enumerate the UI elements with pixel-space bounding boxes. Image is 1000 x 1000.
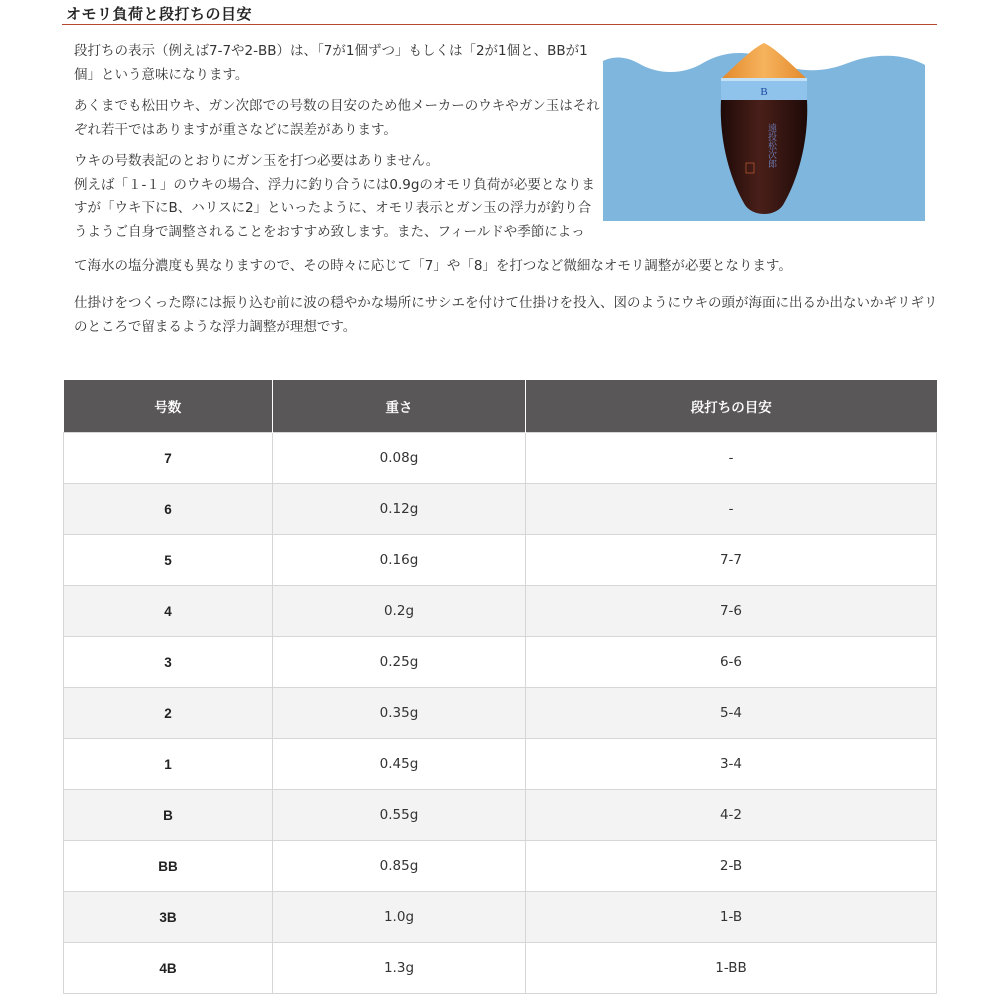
cell-combo: 3-4 bbox=[526, 739, 937, 790]
cell-size: 5 bbox=[64, 535, 273, 586]
table-row bbox=[64, 535, 937, 586]
column-header-weight: 重さ bbox=[273, 380, 526, 433]
cell-weight: 0.08g bbox=[273, 433, 526, 484]
table-row bbox=[64, 841, 937, 892]
adjustment-continuation bbox=[74, 255, 944, 279]
float-illustration bbox=[603, 43, 925, 221]
cell-size: B bbox=[64, 790, 273, 841]
intro-text bbox=[74, 40, 604, 244]
cell-weight: 0.35g bbox=[273, 688, 526, 739]
cell-combo: 5-4 bbox=[526, 688, 937, 739]
cell-size: BB bbox=[64, 841, 273, 892]
weight-table bbox=[63, 380, 937, 994]
section-title: オモリ負荷と段打ちの目安 bbox=[66, 5, 253, 23]
cell-combo: 6-6 bbox=[526, 637, 937, 688]
cell-size: 4 bbox=[64, 586, 273, 637]
float-band-highlight bbox=[721, 78, 807, 81]
cell-combo: 7-7 bbox=[526, 535, 937, 586]
cell-weight: 0.12g bbox=[273, 484, 526, 535]
table-header-row bbox=[64, 380, 937, 433]
cell-combo: 7-6 bbox=[526, 586, 937, 637]
paragraph-adjustment-line2: 例えば「１-１」のウキの場合、浮力に釣り合うには0.9gのオモリ負荷が必要となりますが「ウキ下にB、ハリスに2」といったように、オモリ表示とガン玉の浮力が釣り合うようご自身で調整されることをおすすめ致します。また、フィールドや季節によっ bbox=[74, 176, 595, 240]
float-diagram bbox=[603, 43, 925, 221]
cell-combo: - bbox=[526, 484, 937, 535]
table-row bbox=[64, 433, 937, 484]
paragraph-tolerance: あくまでも松田ウキ、ガン次郎での号数の目安のため他メーカーのウキやガン玉はそれぞれ若干ではありますが重さなどに誤差があります。 bbox=[74, 98, 600, 138]
table-row bbox=[64, 484, 937, 535]
cell-size: 1 bbox=[64, 739, 273, 790]
table-row bbox=[64, 688, 937, 739]
cell-combo: 4-2 bbox=[526, 790, 937, 841]
cell-weight: 0.2g bbox=[273, 586, 526, 637]
paragraph-adjustment bbox=[74, 150, 604, 244]
cell-weight: 1.3g bbox=[273, 943, 526, 994]
title-divider bbox=[62, 24, 937, 25]
cell-weight: 0.45g bbox=[273, 739, 526, 790]
float-band-label: B bbox=[760, 86, 768, 98]
cell-weight: 0.85g bbox=[273, 841, 526, 892]
cell-combo: 1-B bbox=[526, 892, 937, 943]
cell-weight: 1.0g bbox=[273, 892, 526, 943]
cell-size: 7 bbox=[64, 433, 273, 484]
column-header-combo: 段打ちの目安 bbox=[526, 380, 937, 433]
column-header-size: 号数 bbox=[64, 380, 273, 433]
table-row bbox=[64, 943, 937, 994]
paragraph-adjustment-line3: て海水の塩分濃度も異なりますので、その時々に応じて「7」や「8」を打つなど微細なオモリ調整が必要となります。 bbox=[74, 258, 792, 274]
cell-combo: 2-B bbox=[526, 841, 937, 892]
paragraph-notation: 段打ちの表示（例えば7-7や2-BB）は、「7が1個ずつ」もしくは「2が1個と、BBが1個」という意味になります。 bbox=[74, 43, 588, 83]
table-row bbox=[64, 586, 937, 637]
cell-size: 3B bbox=[64, 892, 273, 943]
table-row bbox=[64, 637, 937, 688]
cell-weight: 0.55g bbox=[273, 790, 526, 841]
float-brand-text: 遠投松次郎 bbox=[766, 123, 776, 168]
cell-size: 2 bbox=[64, 688, 273, 739]
paragraph-ideal: 仕掛けをつくった際には振り込む前に波の穏やかな場所にサシエを付けて仕掛けを投入、図のようにウキの頭が海面に出るか出ないかギリギリのところで留まるような浮力調整が理想です。 bbox=[74, 295, 938, 335]
cell-size: 6 bbox=[64, 484, 273, 535]
table-row bbox=[64, 739, 937, 790]
cell-weight: 0.16g bbox=[273, 535, 526, 586]
table-row bbox=[64, 790, 937, 841]
ideal-buoyancy-text bbox=[74, 292, 944, 339]
table-row bbox=[64, 892, 937, 943]
cell-weight: 0.25g bbox=[273, 637, 526, 688]
cell-size: 4B bbox=[64, 943, 273, 994]
cell-combo: 1-BB bbox=[526, 943, 937, 994]
cell-combo: - bbox=[526, 433, 937, 484]
cell-size: 3 bbox=[64, 637, 273, 688]
paragraph-adjustment-line1: ウキの号数表記のとおりにガン玉を打つ必要はありません。 bbox=[74, 153, 440, 169]
